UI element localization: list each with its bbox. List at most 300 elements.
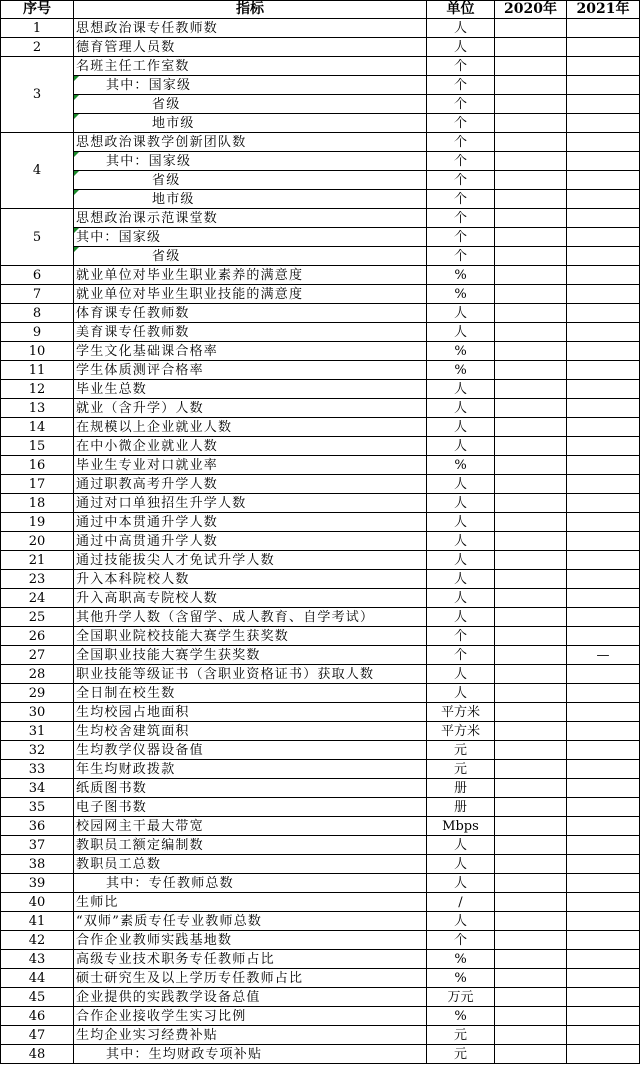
value-2020-cell[interactable] bbox=[495, 722, 567, 741]
indicator-label: 其中：国家级 bbox=[74, 152, 427, 171]
indicator-label: 电子图书数 bbox=[74, 798, 427, 817]
header-2020: 2020年 bbox=[495, 1, 567, 19]
value-2021-cell[interactable] bbox=[567, 608, 640, 627]
table-row bbox=[1, 779, 640, 798]
row-seq: 6 bbox=[1, 266, 74, 285]
unit-cell: 人 bbox=[427, 551, 495, 570]
table-row bbox=[1, 665, 640, 684]
indicator-label: 其中：专任教师总数 bbox=[74, 874, 427, 893]
value-2020-cell[interactable] bbox=[495, 608, 567, 627]
value-2020-cell[interactable] bbox=[495, 494, 567, 513]
row-seq: 4 bbox=[1, 133, 74, 209]
indicator-label: 生均校园占地面积 bbox=[74, 703, 427, 722]
indicator-label: 合作企业接收学生实习比例 bbox=[74, 1007, 427, 1026]
table-row bbox=[1, 114, 640, 133]
row-seq: 17 bbox=[1, 475, 74, 494]
table-row bbox=[1, 380, 640, 399]
table-row bbox=[1, 437, 640, 456]
unit-cell: 个 bbox=[427, 171, 495, 190]
value-2020-cell[interactable] bbox=[495, 855, 567, 874]
value-2020-cell[interactable] bbox=[495, 874, 567, 893]
value-2020-cell[interactable] bbox=[495, 456, 567, 475]
row-seq: 18 bbox=[1, 494, 74, 513]
value-2020-cell[interactable] bbox=[495, 437, 567, 456]
value-2021-cell[interactable] bbox=[567, 76, 640, 95]
value-2020-cell[interactable] bbox=[495, 969, 567, 988]
unit-cell: 人 bbox=[427, 912, 495, 931]
value-2021-cell[interactable] bbox=[567, 266, 640, 285]
value-2020-cell[interactable] bbox=[495, 76, 567, 95]
value-2020-cell[interactable] bbox=[495, 1007, 567, 1026]
row-seq: 2 bbox=[1, 38, 74, 57]
value-2021-cell[interactable] bbox=[567, 570, 640, 589]
indicator-label: 美育课专任教师数 bbox=[74, 323, 427, 342]
value-2020-cell[interactable] bbox=[495, 551, 567, 570]
value-2021-cell[interactable] bbox=[567, 209, 640, 228]
indicator-label: 体育课专任教师数 bbox=[74, 304, 427, 323]
indicator-label: 通过职教高考升学人数 bbox=[74, 475, 427, 494]
table-row bbox=[1, 551, 640, 570]
indicator-label: 思想政治课教学创新团队数 bbox=[74, 133, 427, 152]
value-2020-cell[interactable] bbox=[495, 703, 567, 722]
indicator-label: 思想政治课专任教师数 bbox=[74, 19, 427, 38]
value-2021-cell[interactable] bbox=[567, 703, 640, 722]
indicator-label: 纸质图书数 bbox=[74, 779, 427, 798]
table-row bbox=[1, 1026, 640, 1045]
table-row bbox=[1, 589, 640, 608]
value-2021-cell[interactable] bbox=[567, 304, 640, 323]
unit-cell: 元 bbox=[427, 760, 495, 779]
unit-cell: 人 bbox=[427, 513, 495, 532]
table-row bbox=[1, 798, 640, 817]
row-seq: 13 bbox=[1, 399, 74, 418]
value-2021-cell[interactable] bbox=[567, 988, 640, 1007]
row-seq: 38 bbox=[1, 855, 74, 874]
unit-cell: % bbox=[427, 361, 495, 380]
table-row bbox=[1, 760, 640, 779]
value-2020-cell[interactable] bbox=[495, 532, 567, 551]
unit-cell: % bbox=[427, 969, 495, 988]
table-row bbox=[1, 247, 640, 266]
unit-cell: 册 bbox=[427, 798, 495, 817]
indicator-label: 德育管理人员数 bbox=[74, 38, 427, 57]
indicator-label: 在规模以上企业就业人数 bbox=[74, 418, 427, 437]
value-2020-cell[interactable] bbox=[495, 247, 567, 266]
unit-cell: 人 bbox=[427, 19, 495, 38]
row-seq: 12 bbox=[1, 380, 74, 399]
value-2021-cell[interactable] bbox=[567, 665, 640, 684]
value-2020-cell[interactable] bbox=[495, 988, 567, 1007]
unit-cell: 人 bbox=[427, 608, 495, 627]
indicator-label: 企业提供的实践教学设备总值 bbox=[74, 988, 427, 1007]
indicator-label: 学生体质测评合格率 bbox=[74, 361, 427, 380]
unit-cell: 平方米 bbox=[427, 703, 495, 722]
value-2020-cell[interactable] bbox=[495, 741, 567, 760]
indicator-label: 生均校舍建筑面积 bbox=[74, 722, 427, 741]
table-row bbox=[1, 304, 640, 323]
indicator-label: 通过技能拔尖人才免试升学人数 bbox=[74, 551, 427, 570]
table-row bbox=[1, 950, 640, 969]
table-row bbox=[1, 722, 640, 741]
table-row bbox=[1, 1045, 640, 1064]
indicator-label: 全国职业院校技能大赛学生获奖数 bbox=[74, 627, 427, 646]
value-2021-cell[interactable] bbox=[567, 418, 640, 437]
value-2020-cell[interactable] bbox=[495, 627, 567, 646]
value-2021-cell[interactable] bbox=[567, 19, 640, 38]
value-2020-cell[interactable] bbox=[495, 684, 567, 703]
value-2020-cell[interactable] bbox=[495, 1045, 567, 1064]
value-2020-cell[interactable] bbox=[495, 57, 567, 76]
table-row bbox=[1, 361, 640, 380]
table-row bbox=[1, 874, 640, 893]
unit-cell: 个 bbox=[427, 57, 495, 76]
value-2020-cell[interactable] bbox=[495, 399, 567, 418]
unit-cell: 个 bbox=[427, 228, 495, 247]
table-row bbox=[1, 741, 640, 760]
header-indicator: 指标 bbox=[74, 1, 427, 19]
value-2020-cell[interactable] bbox=[495, 779, 567, 798]
value-2020-cell[interactable] bbox=[495, 931, 567, 950]
value-2020-cell[interactable] bbox=[495, 646, 567, 665]
value-2020-cell[interactable] bbox=[495, 228, 567, 247]
indicator-label: 毕业生专业对口就业率 bbox=[74, 456, 427, 475]
table-row bbox=[1, 931, 640, 950]
table-row bbox=[1, 323, 640, 342]
header-seq: 序号 bbox=[1, 1, 74, 19]
value-2021-cell[interactable] bbox=[567, 380, 640, 399]
row-seq: 42 bbox=[1, 931, 74, 950]
value-2021-cell[interactable] bbox=[567, 931, 640, 950]
table-row bbox=[1, 399, 640, 418]
unit-cell: 人 bbox=[427, 475, 495, 494]
indicator-label: “双师”素质专任专业教师总数 bbox=[74, 912, 427, 931]
indicator-label: 通过中高贯通升学人数 bbox=[74, 532, 427, 551]
value-2020-cell[interactable] bbox=[495, 950, 567, 969]
table-row bbox=[1, 171, 640, 190]
value-2021-cell[interactable] bbox=[567, 57, 640, 76]
indicator-label: 职业技能等级证书（含职业资格证书）获取人数 bbox=[74, 665, 427, 684]
indicator-label: 就业（含升学）人数 bbox=[74, 399, 427, 418]
indicator-label: 合作企业教师实践基地数 bbox=[74, 931, 427, 950]
row-seq: 37 bbox=[1, 836, 74, 855]
value-2021-cell[interactable] bbox=[567, 456, 640, 475]
table-row bbox=[1, 988, 640, 1007]
row-seq: 44 bbox=[1, 969, 74, 988]
unit-cell: 人 bbox=[427, 665, 495, 684]
table-row bbox=[1, 608, 640, 627]
row-seq: 14 bbox=[1, 418, 74, 437]
unit-cell: 个 bbox=[427, 247, 495, 266]
table-row bbox=[1, 969, 640, 988]
indicator-label: 地市级 bbox=[74, 190, 427, 209]
value-2021-cell[interactable] bbox=[567, 152, 640, 171]
row-seq: 29 bbox=[1, 684, 74, 703]
row-seq: 1 bbox=[1, 19, 74, 38]
value-2020-cell[interactable] bbox=[495, 152, 567, 171]
table-row bbox=[1, 285, 640, 304]
unit-cell: 人 bbox=[427, 323, 495, 342]
value-2020-cell[interactable] bbox=[495, 266, 567, 285]
row-seq: 8 bbox=[1, 304, 74, 323]
value-2020-cell[interactable] bbox=[495, 209, 567, 228]
indicator-label: 地市级 bbox=[74, 114, 427, 133]
value-2021-cell[interactable] bbox=[567, 589, 640, 608]
table-row bbox=[1, 912, 640, 931]
table-row bbox=[1, 76, 640, 95]
value-2021-cell[interactable] bbox=[567, 38, 640, 57]
value-2020-cell[interactable] bbox=[495, 285, 567, 304]
indicator-label: 思想政治课示范课堂数 bbox=[74, 209, 427, 228]
value-2021-cell[interactable] bbox=[567, 475, 640, 494]
value-2020-cell[interactable] bbox=[495, 418, 567, 437]
row-seq: 30 bbox=[1, 703, 74, 722]
unit-cell: 人 bbox=[427, 684, 495, 703]
value-2020-cell[interactable] bbox=[495, 171, 567, 190]
unit-cell: 平方米 bbox=[427, 722, 495, 741]
indicator-label: 省级 bbox=[74, 247, 427, 266]
value-2021-cell[interactable] bbox=[567, 494, 640, 513]
indicator-label: 通过对口单独招生升学人数 bbox=[74, 494, 427, 513]
value-2021-cell[interactable] bbox=[567, 133, 640, 152]
table-row bbox=[1, 190, 640, 209]
value-2021-cell[interactable] bbox=[567, 1007, 640, 1026]
value-2020-cell[interactable] bbox=[495, 589, 567, 608]
indicator-label: 全日制在校生数 bbox=[74, 684, 427, 703]
row-seq: 23 bbox=[1, 570, 74, 589]
row-seq: 21 bbox=[1, 551, 74, 570]
table-row bbox=[1, 646, 640, 665]
table-row bbox=[1, 266, 640, 285]
value-2020-cell[interactable] bbox=[495, 817, 567, 836]
indicator-label: 其中：生均财政专项补贴 bbox=[74, 1045, 427, 1064]
unit-cell: 人 bbox=[427, 874, 495, 893]
value-2020-cell[interactable] bbox=[495, 342, 567, 361]
value-2021-cell[interactable] bbox=[567, 817, 640, 836]
value-2020-cell[interactable] bbox=[495, 912, 567, 931]
value-2021-cell[interactable] bbox=[567, 190, 640, 209]
unit-cell: % bbox=[427, 1007, 495, 1026]
unit-cell: 个 bbox=[427, 209, 495, 228]
unit-cell: 人 bbox=[427, 494, 495, 513]
row-seq: 3 bbox=[1, 57, 74, 133]
value-2021-cell[interactable] bbox=[567, 893, 640, 912]
row-seq: 40 bbox=[1, 893, 74, 912]
table-row bbox=[1, 494, 640, 513]
value-2021-cell[interactable] bbox=[567, 342, 640, 361]
unit-cell: 个 bbox=[427, 627, 495, 646]
table-row bbox=[1, 893, 640, 912]
row-seq: 48 bbox=[1, 1045, 74, 1064]
unit-cell: 个 bbox=[427, 76, 495, 95]
value-2020-cell[interactable] bbox=[495, 323, 567, 342]
unit-cell: 个 bbox=[427, 114, 495, 133]
value-2020-cell[interactable] bbox=[495, 570, 567, 589]
value-2021-cell[interactable] bbox=[567, 760, 640, 779]
value-2020-cell[interactable] bbox=[495, 893, 567, 912]
unit-cell: 元 bbox=[427, 1026, 495, 1045]
indicator-label: 在中小微企业就业人数 bbox=[74, 437, 427, 456]
table-row bbox=[1, 133, 640, 152]
indicator-label: 就业单位对毕业生职业技能的满意度 bbox=[74, 285, 427, 304]
table-row bbox=[1, 95, 640, 114]
row-seq: 25 bbox=[1, 608, 74, 627]
unit-cell: 人 bbox=[427, 589, 495, 608]
unit-cell: 个 bbox=[427, 133, 495, 152]
value-2021-cell[interactable]: — bbox=[567, 646, 640, 665]
row-seq: 7 bbox=[1, 285, 74, 304]
table-row bbox=[1, 57, 640, 76]
table-row bbox=[1, 836, 640, 855]
unit-cell: 人 bbox=[427, 437, 495, 456]
value-2021-cell[interactable] bbox=[567, 532, 640, 551]
unit-cell: / bbox=[427, 893, 495, 912]
unit-cell: 人 bbox=[427, 836, 495, 855]
value-2021-cell[interactable] bbox=[567, 171, 640, 190]
value-2020-cell[interactable] bbox=[495, 836, 567, 855]
header-2021: 2021年 bbox=[567, 1, 640, 19]
row-seq: 33 bbox=[1, 760, 74, 779]
indicator-label: 硕士研究生及以上学历专任教师占比 bbox=[74, 969, 427, 988]
value-2020-cell[interactable] bbox=[495, 475, 567, 494]
table-row bbox=[1, 418, 640, 437]
table-row bbox=[1, 532, 640, 551]
indicator-label: 教职员工额定编制数 bbox=[74, 836, 427, 855]
value-2021-cell[interactable] bbox=[567, 684, 640, 703]
value-2020-cell[interactable] bbox=[495, 513, 567, 532]
unit-cell: 个 bbox=[427, 190, 495, 209]
table-row bbox=[1, 1007, 640, 1026]
value-2020-cell[interactable] bbox=[495, 38, 567, 57]
value-2021-cell[interactable] bbox=[567, 1045, 640, 1064]
value-2020-cell[interactable] bbox=[495, 114, 567, 133]
value-2020-cell[interactable] bbox=[495, 133, 567, 152]
unit-cell: 个 bbox=[427, 95, 495, 114]
indicator-label: 年生均财政拨款 bbox=[74, 760, 427, 779]
value-2020-cell[interactable] bbox=[495, 665, 567, 684]
table-body bbox=[1, 19, 640, 1064]
indicator-label: 升入本科院校人数 bbox=[74, 570, 427, 589]
value-2021-cell[interactable] bbox=[567, 627, 640, 646]
unit-cell: 人 bbox=[427, 418, 495, 437]
row-seq: 20 bbox=[1, 532, 74, 551]
value-2021-cell[interactable] bbox=[567, 399, 640, 418]
value-2021-cell[interactable] bbox=[567, 741, 640, 760]
value-2021-cell[interactable] bbox=[567, 912, 640, 931]
table-row bbox=[1, 475, 640, 494]
row-seq: 31 bbox=[1, 722, 74, 741]
row-seq: 32 bbox=[1, 741, 74, 760]
indicator-label: 毕业生总数 bbox=[74, 380, 427, 399]
value-2021-cell[interactable] bbox=[567, 513, 640, 532]
value-2021-cell[interactable] bbox=[567, 950, 640, 969]
row-seq: 43 bbox=[1, 950, 74, 969]
table-row bbox=[1, 152, 640, 171]
value-2021-cell[interactable] bbox=[567, 855, 640, 874]
unit-cell: % bbox=[427, 456, 495, 475]
unit-cell: 人 bbox=[427, 855, 495, 874]
table-row bbox=[1, 228, 640, 247]
value-2021-cell[interactable] bbox=[567, 551, 640, 570]
row-seq: 10 bbox=[1, 342, 74, 361]
indicator-label: 其他升学人数（含留学、成人教育、自学考试） bbox=[74, 608, 427, 627]
unit-cell: 元 bbox=[427, 1045, 495, 1064]
value-2020-cell[interactable] bbox=[495, 760, 567, 779]
table-row bbox=[1, 19, 640, 38]
value-2021-cell[interactable] bbox=[567, 114, 640, 133]
indicator-label: 高级专业技术职务专任教师占比 bbox=[74, 950, 427, 969]
header-unit: 单位 bbox=[427, 1, 495, 19]
row-seq: 15 bbox=[1, 437, 74, 456]
indicator-label: 学生文化基础课合格率 bbox=[74, 342, 427, 361]
value-2021-cell[interactable] bbox=[567, 247, 640, 266]
value-2020-cell[interactable] bbox=[495, 95, 567, 114]
unit-cell: % bbox=[427, 342, 495, 361]
value-2021-cell[interactable] bbox=[567, 1026, 640, 1045]
row-seq: 39 bbox=[1, 874, 74, 893]
row-seq: 45 bbox=[1, 988, 74, 1007]
unit-cell: 个 bbox=[427, 152, 495, 171]
unit-cell: 万元 bbox=[427, 988, 495, 1007]
table-row bbox=[1, 513, 640, 532]
indicator-label: 省级 bbox=[74, 95, 427, 114]
value-2020-cell[interactable] bbox=[495, 304, 567, 323]
table-row bbox=[1, 684, 640, 703]
value-2021-cell[interactable] bbox=[567, 836, 640, 855]
indicator-label: 通过中本贯通升学人数 bbox=[74, 513, 427, 532]
value-2021-cell[interactable] bbox=[567, 969, 640, 988]
value-2020-cell[interactable] bbox=[495, 361, 567, 380]
unit-cell: 册 bbox=[427, 779, 495, 798]
table-row bbox=[1, 456, 640, 475]
indicator-label: 教职员工总数 bbox=[74, 855, 427, 874]
value-2021-cell[interactable] bbox=[567, 779, 640, 798]
indicator-label: 生师比 bbox=[74, 893, 427, 912]
unit-cell: 个 bbox=[427, 646, 495, 665]
value-2021-cell[interactable] bbox=[567, 323, 640, 342]
row-seq: 11 bbox=[1, 361, 74, 380]
row-seq: 47 bbox=[1, 1026, 74, 1045]
row-seq: 35 bbox=[1, 798, 74, 817]
value-2020-cell[interactable] bbox=[495, 380, 567, 399]
value-2020-cell[interactable] bbox=[495, 19, 567, 38]
row-seq: 9 bbox=[1, 323, 74, 342]
indicator-label: 生均企业实习经费补贴 bbox=[74, 1026, 427, 1045]
unit-cell: Mbps bbox=[427, 817, 495, 836]
value-2021-cell[interactable] bbox=[567, 722, 640, 741]
value-2021-cell[interactable] bbox=[567, 228, 640, 247]
table-row bbox=[1, 209, 640, 228]
value-2021-cell[interactable] bbox=[567, 361, 640, 380]
unit-cell: 人 bbox=[427, 380, 495, 399]
indicator-label: 全国职业技能大赛学生获奖数 bbox=[74, 646, 427, 665]
indicator-label: 其中：国家级 bbox=[74, 76, 427, 95]
indicator-label: 省级 bbox=[74, 171, 427, 190]
value-2021-cell[interactable] bbox=[567, 95, 640, 114]
value-2021-cell[interactable] bbox=[567, 437, 640, 456]
table-row bbox=[1, 855, 640, 874]
indicator-label: 其中：国家级 bbox=[74, 228, 427, 247]
value-2021-cell[interactable] bbox=[567, 798, 640, 817]
value-2021-cell[interactable] bbox=[567, 285, 640, 304]
value-2021-cell[interactable] bbox=[567, 874, 640, 893]
value-2020-cell[interactable] bbox=[495, 798, 567, 817]
value-2020-cell[interactable] bbox=[495, 190, 567, 209]
value-2020-cell[interactable] bbox=[495, 1026, 567, 1045]
unit-cell: 个 bbox=[427, 931, 495, 950]
indicator-label: 就业单位对毕业生职业素养的满意度 bbox=[74, 266, 427, 285]
unit-cell: 人 bbox=[427, 570, 495, 589]
row-seq: 36 bbox=[1, 817, 74, 836]
